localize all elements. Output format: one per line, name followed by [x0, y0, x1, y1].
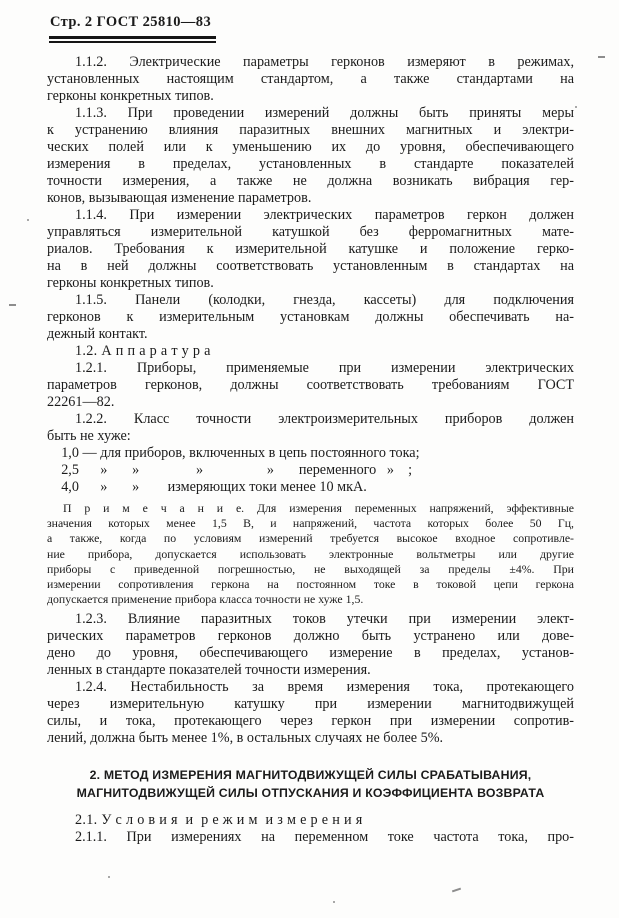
clause-1-2-4: [47, 679, 574, 747]
section-2-heading: [53, 767, 568, 802]
text-line: измерения в пределах, установленных в стандарте показателей: [47, 156, 574, 172]
text-line: П р и м е ч а н и е. Для измерения переменных напряжений, эффективные: [63, 501, 574, 515]
text-line: 4,0 » » измеряющих токи менее 10 мкА.: [47, 479, 367, 495]
text-line: установленных настоящим стандартом, а также стандартами на: [47, 71, 574, 87]
text-line: ние прибора, допускается использовать электронные вольтметры или другие: [47, 546, 574, 561]
clause-1-1-2: [47, 54, 574, 105]
text-line: управляться измерительной катушкой без ферромагнитных мате-: [47, 224, 574, 240]
text-line: 22261—82.: [47, 394, 115, 410]
clause-2-1-1: [47, 829, 574, 846]
scan-speckle: [27, 219, 29, 221]
clause-1-2-title: [47, 343, 574, 360]
text-line: 2.1. У с л о в и я и р е ж и м и з м е р е н и я: [75, 812, 363, 829]
text-line: через измерительную катушку при измерении магнитодвижущей: [47, 696, 574, 713]
clause-2-1-title: [47, 812, 574, 829]
scan-speckle: [108, 876, 110, 878]
text-line: МАГНИТОДВИЖУЩЕЙ СИЛЫ ОТПУСКАНИЯ И КОЭФФИЦИЕНТА ВОЗВРАТА: [76, 785, 545, 800]
header-rule-thin: [49, 41, 216, 43]
text-line: дежный контакт.: [47, 326, 148, 342]
text-line: 1.2. А п п а р а т у р а: [75, 343, 211, 359]
text-line: 2.1.1. При измерениях на переменном токе частота тока, про-: [75, 829, 574, 846]
text-line: 1.2.3. Влияние паразитных токов утечки при измерении элект-: [75, 611, 574, 628]
header-rule: [49, 36, 216, 43]
text-line: ческих полей или к уменьшению их до уровня, обеспечивающего: [47, 139, 574, 155]
text-line: 1.1.2. Электрические параметры герконов измеряют в режимах,: [75, 54, 574, 70]
scan-speckle: [9, 304, 16, 306]
text-line: допускается применение прибора класса точности не хуже 1,5.: [47, 592, 364, 607]
header-rule-thick: [49, 36, 216, 39]
text-line: 2. МЕТОД ИЗМЕРЕНИЯ МАГНИТОДВИЖУЩЕЙ СИЛЫ СРАБАТЫВАНИЯ,: [89, 768, 532, 783]
note-block: [47, 501, 574, 607]
text-line: дено до уровня, обеспечивающего измерение в пределах, установ-: [47, 645, 574, 662]
scan-speckle: [575, 106, 577, 108]
text-line: измерении сопротивления геркона на постоянном токе в токовой цепи геркона: [47, 577, 574, 592]
text-line: ленных в стандарте показателей точности измерения.: [47, 662, 371, 679]
text-line: а также, когда по условиям измерений требуется высокое входное сопротивле-: [47, 531, 574, 546]
text-line: точности измерения, а также не должна возникать вибрация гер-: [47, 173, 574, 189]
text-line: параметров герконов, должны соответствовать требованиям ГОСТ: [47, 377, 574, 393]
text-line: 1.2.2. Класс точности электроизмерительных приборов должен: [75, 411, 574, 427]
text-line: конов, вызывающая изменение параметров.: [47, 190, 312, 206]
text-line: герконы конкретных типов.: [47, 275, 214, 291]
text-line: лений, должна быть менее 1%, в остальных случаях не более 5%.: [47, 730, 444, 747]
text-line: 1,0 — для приборов, включенных в цепь постоянного тока;: [47, 445, 420, 461]
text-line: быть не хуже:: [47, 428, 131, 444]
text-line: 1.2.1. Приборы, применяемые при измерении электрических: [75, 360, 574, 376]
text-line: 1.1.4. При измерении электрических параметров геркон должен: [75, 207, 574, 223]
accuracy-class-list: [47, 445, 574, 496]
text-line: герконов к измерительным установкам должны обеспечивать на-: [47, 309, 574, 325]
clause-1-1-4: [47, 207, 574, 292]
text-line: рических параметров герконов должно быть устранено или дове-: [47, 628, 574, 645]
text-line: значения которых менее 1,5 В, и напряжений, частота которых более 50 Гц,: [47, 516, 574, 531]
clause-1-2-1: [47, 360, 574, 411]
text-line: 2,5 » » » » переменного » ;: [47, 462, 413, 478]
text-line: 1.1.5. Панели (колодки, гнезда, кассеты) для подключения: [75, 292, 574, 308]
text-line: 1.2.4. Нестабильность за время измерения тока, протекающего: [75, 679, 574, 696]
clause-1-2-2: [47, 411, 574, 445]
text-line: приборы с приведенной погрешностью, не выходящей за пределы ±4%. При: [47, 561, 574, 576]
document-body: [47, 54, 574, 846]
clause-1-2-3: [47, 611, 574, 679]
clause-1-1-3: [47, 105, 574, 207]
page-header: Стр. 2 ГОСТ 25810—83: [50, 14, 212, 30]
text-line: 1.1.3. При проведении измерений должны быть приняты меры: [75, 105, 574, 121]
text-line: силы, и тока, протекающего через геркон при измерении сопротив-: [47, 713, 574, 730]
text-line: к устранению влияния паразитных внешних магнитных и электри-: [47, 122, 574, 138]
text-line: риалов. Требования к измерительной катушке и положение герко-: [47, 241, 574, 257]
clause-1-1-5: [47, 292, 574, 343]
scan-speckle: [452, 888, 461, 893]
text-line: на в ней должны соответствовать установленным в стандартах на: [47, 258, 574, 274]
scan-speckle: [333, 901, 335, 903]
scan-speckle: [598, 56, 605, 58]
text-line: герконы конкретных типов.: [47, 88, 214, 104]
